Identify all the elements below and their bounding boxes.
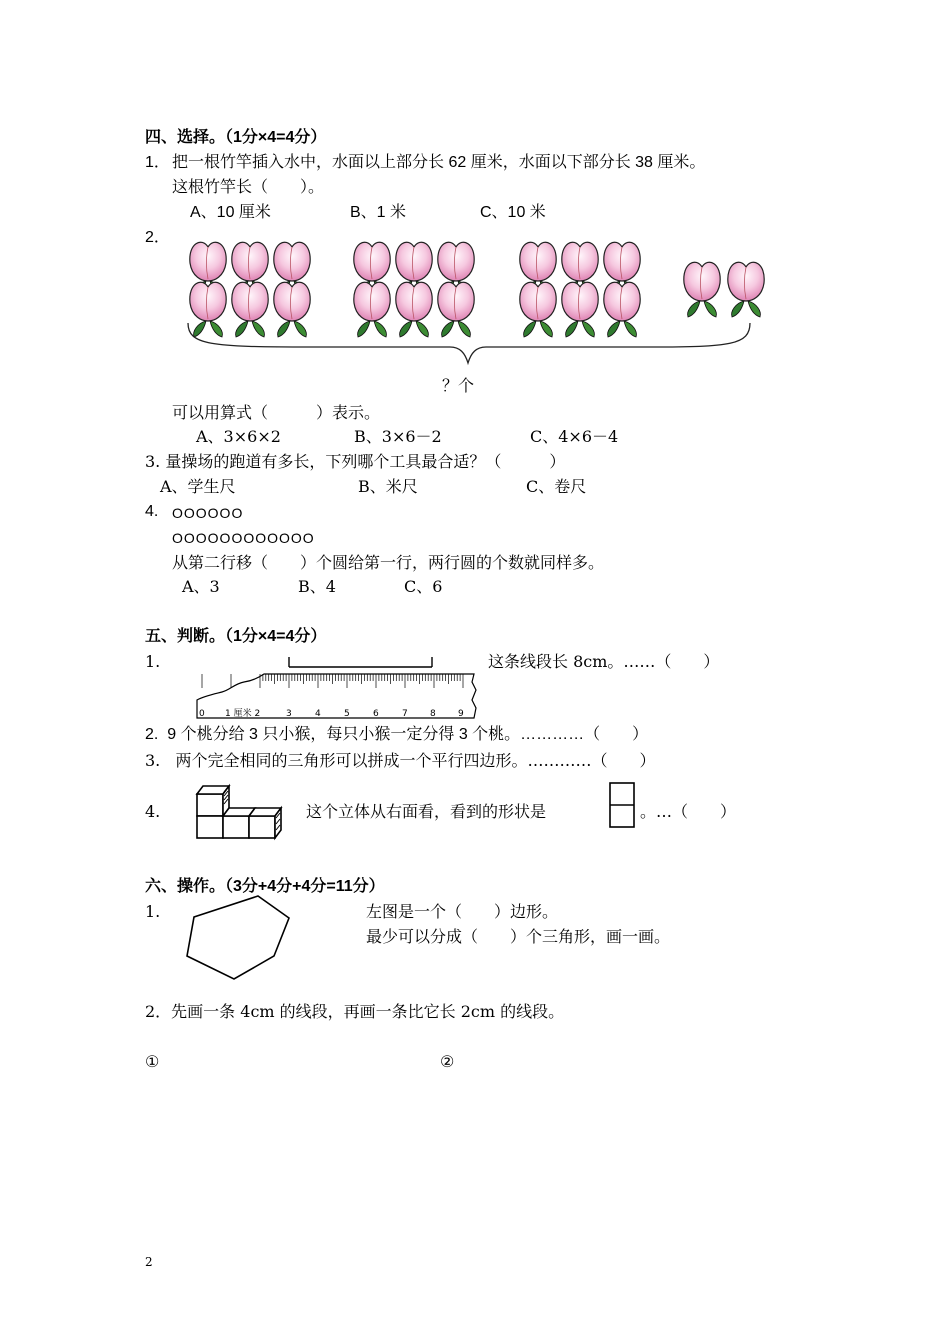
ruler-label-6: 6 — [373, 709, 379, 719]
q5-4-number: 4. — [145, 802, 161, 821]
q6-1-line1: 左图是一个（ ）边形。 — [366, 902, 559, 921]
q4-4-option-c[interactable]: C、6 — [404, 577, 443, 596]
q4-2-option-b[interactable]: B、3×6－2 — [354, 427, 442, 446]
q4-2-option-c[interactable]: C、4×6－4 — [530, 427, 619, 446]
hexagon-figure — [183, 892, 303, 982]
q5-1-statement: 这条线段长 8cm。……（ ） — [488, 652, 720, 671]
q4-4-option-a[interactable]: A、3 — [182, 577, 220, 596]
ruler-label-3: 3 — [286, 709, 292, 719]
q4-2-number: 2． — [145, 229, 170, 246]
ruler-label-1-2: 1 厘米 2 — [225, 709, 261, 719]
q4-4-prompt: 从第二行移（ ）个圆给第一行，两行圆的个数就同样多。 — [172, 553, 605, 572]
q5-3-line: 3. 两个完全相同的三角形可以拼成一个平行四边形。…………（ ） — [145, 751, 656, 770]
q4-4-circles-row1: OOOOOO — [172, 505, 244, 521]
q6-1-number: 1. — [145, 902, 161, 921]
q4-4-number: 4. — [145, 503, 159, 520]
q4-2-option-a[interactable]: A、3×6×2 — [196, 427, 281, 446]
right-view-shape — [609, 782, 635, 828]
q4-3-option-a[interactable]: A、学生尺 — [160, 477, 236, 496]
q4-3-option-c[interactable]: C、卷尺 — [526, 477, 587, 496]
section5-heading: 五、判断。（1分×4=4分） — [145, 628, 327, 645]
q5-4-tail: 。…（ ） — [640, 802, 737, 821]
q4-2-prompt: 可以用算式（ ）表示。 — [172, 403, 381, 422]
cube-figure — [192, 780, 292, 840]
q4-1-line2: 这根竹竿长（ ）。 — [172, 179, 325, 196]
ruler-label-4: 4 — [315, 709, 321, 719]
q4-4-circles-row2: OOOOOOOOOOOO — [172, 530, 315, 546]
q6-2-mark-2: ② — [440, 1052, 455, 1071]
ruler-label-8: 8 — [430, 709, 436, 719]
ruler-label-0: 0 — [199, 709, 205, 719]
q4-1-option-c[interactable]: C、10 米 — [480, 204, 546, 221]
q4-1-option-b[interactable]: B、1 米 — [350, 204, 407, 221]
q4-1-number: 1． — [145, 154, 170, 171]
q4-1-line1: 把一根竹竿插入水中，水面以上部分长 62 厘米，水面以下部分长 38 厘米。 — [172, 154, 706, 171]
ruler-label-9: 9 — [458, 709, 464, 719]
q6-2-mark-1: ① — [145, 1052, 160, 1071]
q6-2-line: 2．先画一条 4cm 的线段，再画一条比它长 2cm 的线段。 — [145, 1002, 565, 1021]
q4-3-option-b[interactable]: B、米尺 — [358, 477, 418, 496]
q6-1-line2: 最少可以分成（ ）个三角形，画一画。 — [366, 927, 671, 946]
ruler-figure — [192, 652, 482, 722]
q5-1-number: 1. — [145, 652, 161, 671]
ruler-label-7: 7 — [402, 709, 408, 719]
q5-4-statement: 这个立体从右面看，看到的形状是 — [306, 802, 547, 821]
q5-2-line: 2. 9 个桃分给 3 只小猴，每只小猴一定分得 3 个桃。…………（ ） — [145, 726, 649, 743]
section6-heading: 六、操作。（3分+4分+4分=11分） — [145, 878, 385, 895]
page-number: 2 — [145, 1255, 153, 1269]
q4-2-brace-label: ？个 — [442, 378, 475, 395]
q4-4-option-b[interactable]: B、4 — [298, 577, 336, 596]
section4-heading: 四、选择。（1分×4=4分） — [145, 129, 327, 146]
q4-3-line: 3. 量操场的跑道有多长，下列哪个工具最合适？（ ） — [145, 452, 566, 471]
ruler-label-5: 5 — [344, 709, 350, 719]
q4-1-option-a[interactable]: A、10 厘米 — [190, 204, 271, 221]
peaches-illustration — [170, 235, 770, 395]
